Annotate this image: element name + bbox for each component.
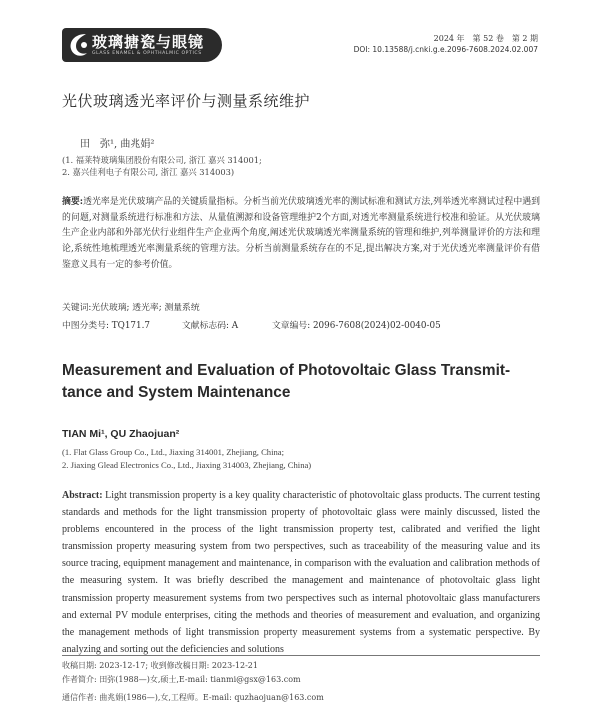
footer-received-date: 收稿日期: 2023-12-17; 收到修改稿日期: 2023-12-21 bbox=[62, 661, 258, 670]
cn-document-code: 文献标志码: A bbox=[182, 321, 239, 331]
cn-authors: 田 弥¹, 曲兆娟² bbox=[80, 139, 155, 150]
cn-keywords-label: 关键词: bbox=[62, 303, 92, 313]
cn-abstract-text: 透光率是光伏玻璃产品的关键质量指标。分析当前光伏玻璃透光率的测试标准和测试方法,列举透光率测试过程中遇到的问题,对测量系统进行标准和方法、从量值溯源和设备管理维护2个方面,对透光率测量系统进行校准和验证。从光伏玻璃生产企业内部和外部光伏行业组件生产企业两个角度,阐述光伏玻璃透光率测量系统的管理和维护,列举测量评价的方法和理论,系统性地梳理透光率测量系统的管理方法。分析当前测量系统存在的不足,提出解决方案,对于光伏透光率测量评价有借鉴意义具有一定的参考价值。 bbox=[62, 197, 540, 270]
issue-info: 2024 年 第 52 卷 第 2 期 bbox=[433, 34, 538, 43]
cn-abstract bbox=[62, 195, 540, 274]
footer-divider bbox=[62, 655, 540, 656]
journal-name: 玻璃搪瓷与眼镜 bbox=[92, 33, 205, 51]
en-affiliation-1: (1. Flat Glass Group Co., Ltd., Jiaxing 314001, Zhejiang, China; bbox=[62, 447, 284, 457]
cn-class-number: 中图分类号: TQ171.7 bbox=[62, 321, 151, 331]
en-affiliation-2: 2. Jiaxing Glead Electronics Co., Ltd., Jiaxing 314003, Zhejiang, China) bbox=[62, 460, 312, 470]
en-article-title: Measurement and Evaluation of Photovoltaic Glass Transmit-tance and System Maintenance bbox=[62, 362, 511, 401]
cn-article-number: 文章编号: 2096-7608(2024)02-0040-05 bbox=[272, 321, 441, 331]
en-abstract-label: Abstract: bbox=[62, 490, 103, 501]
doi: DOI: 10.13588/j.cnki.g.e.2096-7608.2024.02.007 bbox=[353, 45, 538, 54]
cn-affiliation-1: (1. 福莱特玻璃集团股份有限公司, 浙江 嘉兴 314001; bbox=[62, 155, 262, 165]
footer-author-bio: 作者简介: 田弥(1988—)女,硕士,E-mail: tianmi@gsx@163.com bbox=[62, 675, 301, 684]
journal-swirl-icon bbox=[66, 30, 94, 60]
cn-affiliation-2: 2. 嘉兴佳利电子有限公司, 浙江 嘉兴 314003) bbox=[62, 167, 235, 177]
cn-article-title: 光伏玻璃透光率评价与测量系统维护 bbox=[62, 92, 311, 110]
footer-corresponding-author: 通信作者: 曲兆娟(1986—),女,工程师。E-mail: quzhaojuan@163.com bbox=[62, 693, 324, 702]
journal-subtitle: GLASS ENAMEL & OPHTHALMIC OPTICS bbox=[92, 51, 202, 56]
en-authors: TIAN Mi¹, QU Zhaojuan² bbox=[62, 428, 180, 440]
cn-abstract-label: 摘要: bbox=[62, 197, 84, 207]
cn-keywords-text: 光伏玻璃; 透光率; 测量系统 bbox=[91, 303, 200, 313]
en-abstract bbox=[62, 487, 540, 658]
en-abstract-text: Light transmission property is a key quality characteristic of photovoltaic glass products. The current testing standards and methods for the light transmission property of photovoltaic glass were mainly discussed, listed the problems encountered in the process of the light transmission property test, calibrated and verified the light transmission property measuring system from two perspectives, such as traceability of the measuring value and its source tracing, equipment management and maintenance, in comparison with the evaluation and calibration methods of the measuring system. It was briefly described the management and maintenance of photovoltaic glass light transmission property measurement systems from two perspectives such as internal photovoltaic glass manufacturers and external PV module enterprises, citing the methods and theories of measurement and evaluation, and organizing the management methods of light transmission property measurement systems from a systematic perspective. By analyzing and sorting out the deficiencies and solutions bbox=[62, 490, 540, 655]
cn-keywords bbox=[62, 300, 200, 313]
